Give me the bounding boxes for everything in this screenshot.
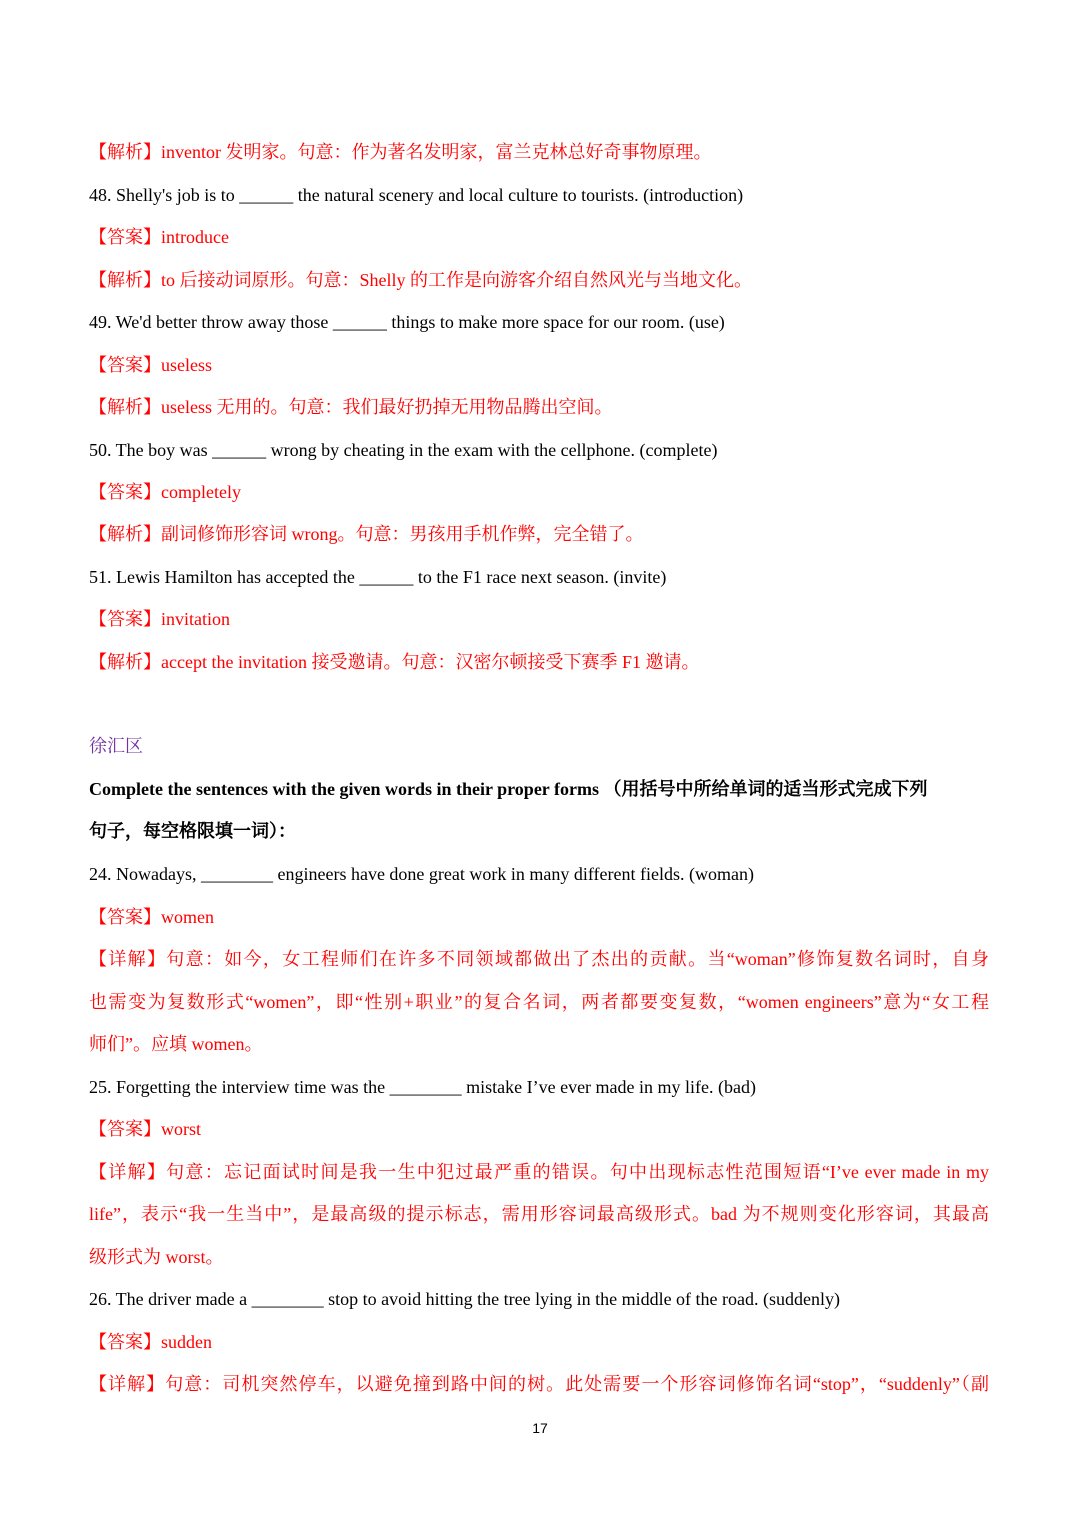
page-number: 17 — [532, 1420, 548, 1436]
question-line: 49. We'd better throw away those ______ things to make more space for our room. (use) — [89, 312, 725, 332]
answer-line: 【答案】useless — [89, 355, 212, 375]
answer-line: 【答案】completely — [89, 482, 241, 502]
analysis-line: 【解析】useless 无用的。句意：我们最好扔掉无用物品腾出空间。 — [89, 397, 613, 417]
explanation-line: 级形式为 worst。 — [89, 1247, 224, 1267]
analysis-line: 【解析】副词修饰形容词 wrong。句意：男孩用手机作弊，完全错了。 — [89, 524, 644, 544]
analysis-line: 【解析】accept the invitation 接受邀请。句意：汉密尔顿接受下赛季 F1 邀请。 — [89, 652, 700, 672]
instructions-line: Complete the sentences with the given words in their proper forms （用括号中所给单词的适当形式完成下列 — [89, 779, 928, 799]
explanation-line: 【详解】句意：如今，女工程师们在许多不同领域都做出了杰出的贡献。当“woman”修饰复数名词时，自身 — [89, 949, 989, 969]
instructions-line: 句子，每空格限填一词）： — [89, 821, 296, 841]
question-line: 24. Nowadays, ________ engineers have done great work in many different fields. (woman) — [89, 864, 754, 884]
explanation-line: 师们”。应填 women。 — [89, 1034, 263, 1054]
question-line: 51. Lewis Hamilton has accepted the ______ to the F1 race next season. (invite) — [89, 567, 667, 587]
explanation-line: 也需变为复数形式“women”，即“性别+职业”的复合名词，两者都要变复数，“women engineers”意为“女工程 — [89, 992, 989, 1012]
answer-line: 【答案】sudden — [89, 1332, 212, 1352]
question-line: 26. The driver made a ________ stop to avoid hitting the tree lying in the middle of the road. (suddenly) — [89, 1289, 841, 1309]
explanation-line: 【详解】句意：司机突然停车，以避免撞到路中间的树。此处需要一个形容词修饰名词“stop”，“suddenly”（副 — [89, 1374, 989, 1394]
district-heading: 徐汇区 — [89, 736, 143, 756]
answer-line: 【答案】invitation — [89, 609, 230, 629]
answer-line: 【答案】worst — [89, 1119, 201, 1139]
question-line: 48. Shelly's job is to ______ the natural scenery and local culture to tourists. (introduction) — [89, 185, 744, 205]
question-line: 25. Forgetting the interview time was the ________ mistake I’ve ever made in my life. (bad) — [89, 1077, 756, 1097]
explanation-line: 【详解】句意：忘记面试时间是我一生中犯过最严重的错误。句中出现标志性范围短语“I’ve ever made in my — [89, 1162, 989, 1182]
analysis-line: 【解析】to 后接动词原形。句意：Shelly 的工作是向游客介绍自然风光与当地文化。 — [89, 270, 752, 290]
question-line: 50. The boy was ______ wrong by cheating in the exam with the cellphone. (complete) — [89, 440, 718, 460]
answer-line: 【答案】women — [89, 907, 214, 927]
answer-line: 【答案】introduce — [89, 227, 229, 247]
analysis-line: 【解析】inventor 发明家。句意：作为著名发明家，富兰克林总好奇事物原理。 — [89, 142, 712, 162]
explanation-line: life”，表示“我一生当中”，是最高级的提示标志，需用形容词最高级形式。bad 为不规则变化形容词，其最高 — [89, 1204, 989, 1224]
